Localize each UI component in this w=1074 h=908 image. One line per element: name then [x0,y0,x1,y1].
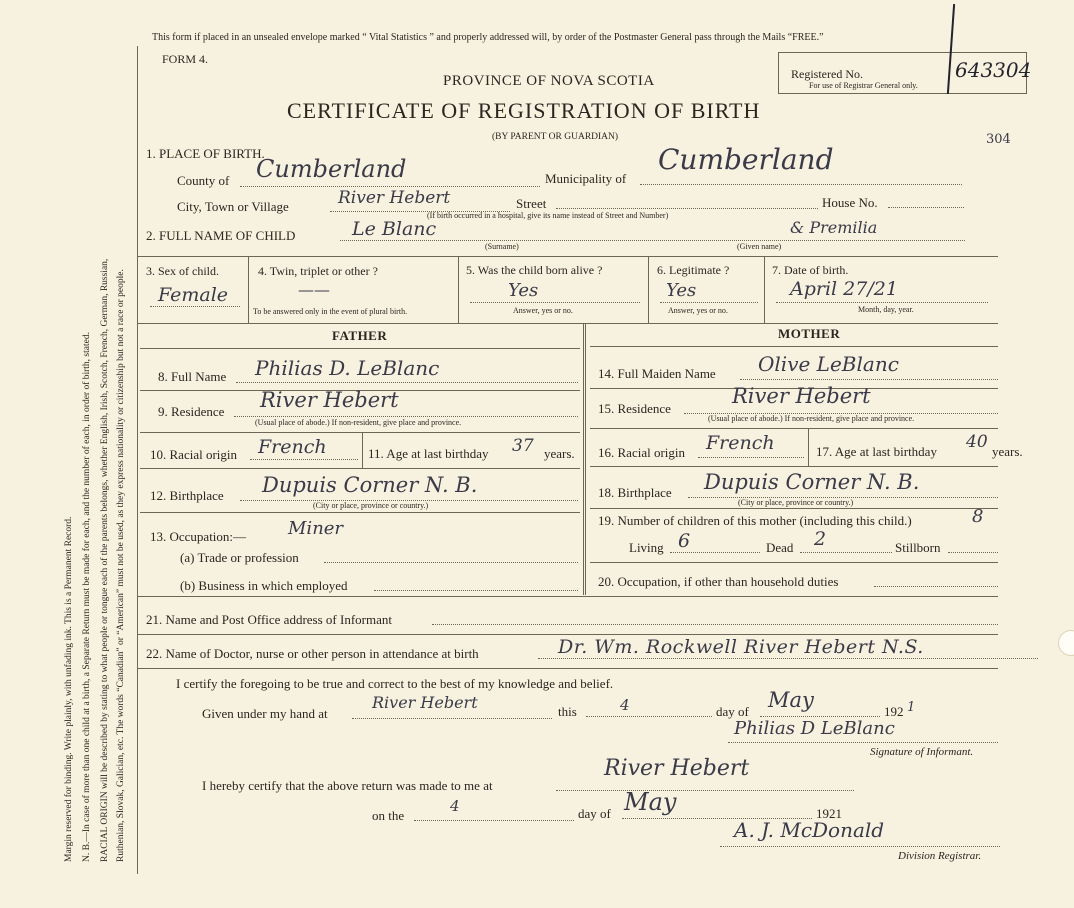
row3-bottom-rule [137,323,998,324]
father-racial-origin-value: French [258,436,327,458]
certificate-subtitle: (BY PARENT OR GUARDIAN) [492,132,619,142]
mother-row-rule-3 [590,466,998,467]
date-of-birth-value: April 27/21 [790,278,898,300]
father-name-label: 8. Full Name [158,369,227,384]
father-residence-line [234,416,578,417]
date-of-birth-note: Month, day, year. [858,305,914,314]
mother-age-label: 17. Age at last birthday [816,444,937,459]
child-name-label: 2. FULL NAME OF CHILD [146,228,296,243]
place-of-birth-heading: 1. PLACE OF BIRTH. [146,146,265,161]
municipality-value: Cumberland [658,143,834,176]
certificate-title: CERTIFICATE OF REGISTRATION OF BIRTH [287,98,761,123]
doctor-value: Dr. Wm. Rockwell River Hebert N.S. [558,636,924,658]
registrar-place-line [556,790,854,791]
father-racial-origin-label: 10. Racial origin [150,447,238,462]
dead-label: Dead [766,540,794,555]
doctor-line [538,658,1038,659]
informant-signature-line [728,742,998,743]
business-label: (b) Business in which employed [180,578,348,593]
living-value: 6 [678,530,691,552]
row3-divider-1 [248,256,249,323]
legitimate-value: Yes [666,280,697,301]
alive-line [470,302,640,303]
stillborn-label: Stillborn [895,540,941,555]
city-value: River Hebert [338,188,451,208]
binder-hole [1058,630,1074,656]
row3-divider-2 [458,256,459,323]
sex-value: Female [158,284,229,306]
given-under-hand-label: Given under my hand at [202,706,328,721]
trade-line [324,562,578,563]
twin-label: 4. Twin, triplet or other ? [258,264,378,278]
informant-signature: Philias D LeBlanc [734,718,895,739]
mother-name-label: 14. Full Maiden Name [598,366,716,381]
date-of-birth-label: 7. Date of birth. [772,263,849,277]
sex-label: 3. Sex of child. [146,264,219,278]
twin-value: —— [298,280,330,299]
registered-label: Registered No. [791,67,863,81]
business-line [374,590,578,591]
informant-signature-caption: Signature of Informant. [870,746,974,758]
mother-heading: MOTHER [778,326,841,341]
certify-day-line [586,716,712,717]
municipality-label: Municipality of [545,171,627,186]
certify-day-of-label: day of [716,704,749,719]
informant-label: 21. Name and Post Office address of Informant [146,612,392,627]
mother-residence-value: River Hebert [732,384,871,408]
registrar-on-the-label: on the [372,808,405,823]
living-line [670,552,760,553]
mother-residence-note: (Usual place of abode.) If non-resident, give place and province. [708,414,915,423]
children-count-label: 19. Number of children of this mother (including this child.) [598,513,912,528]
left-frame-line [137,46,138,874]
mother-name-value: Olive LeBlanc [758,352,899,376]
street-line [556,208,818,209]
parents-bottom-rule [137,596,998,597]
registrar-signature-caption: Division Registrar. [898,850,982,862]
given-place-line [352,718,552,719]
side-note-racial-1: RACIAL ORIGIN will be described by stating to what people or tongue each of the parents belongs, whether English, Irish, Scotch, French, German, Russian, [100,258,110,862]
children-count-value: 8 [972,506,984,527]
registrar-statement: I hereby certify that the above return was made to me at [202,778,493,793]
postal-notice: This form if placed in an unsealed envelope marked “ Vital Statistics ” and properly addressed will, by order of the Postmaster General pass through the Mails “FREE.” [152,32,824,43]
registered-number-value: 643304 [955,58,1032,82]
alive-value: Yes [508,280,539,301]
dead-value: 2 [814,528,827,550]
side-note-nb: N. B.—In case of more than one child at a birth, a Separate Return must be made for each, and the number of each, in order of birth, stated. [82,332,92,862]
given-place-value: River Hebert [372,693,478,712]
father-age-value: 37 [512,436,534,456]
registrar-place-value: River Hebert [604,756,750,781]
child-given-name-value: & Premilia [790,218,878,237]
trade-label: (a) Trade or profession [180,550,299,565]
child-name-line [340,240,965,241]
mother-name-line [740,379,998,380]
alive-label: 5. Was the child born alive ? [466,263,603,277]
row3-top-rule [137,256,998,257]
mother-row-rule-4 [590,508,998,509]
legitimate-line [660,302,758,303]
mother-row-rule-5 [590,562,998,563]
father-birthplace-label: 12. Birthplace [150,488,224,503]
father-row-rule-4 [140,512,580,513]
row3-divider-3 [648,256,649,323]
child-surname-value: Le Blanc [352,218,437,240]
father-name-value: Philias D. LeBlanc [255,356,440,380]
father-occupation-value: Miner [288,518,344,539]
registrar-day-line [414,820,574,821]
hospital-note: (If birth occurred in a hospital, give its name instead of Street and Number) [427,211,669,220]
mother-age-unit: years. [992,444,1023,459]
registrar-day-value: 4 [450,797,460,815]
dead-line [800,552,892,553]
side-note-margin: Margin reserved for binding. Write plainly, with unfading ink. This is a Permanent Record. [64,516,74,862]
municipality-line [640,184,962,185]
father-row-rule-2 [140,432,580,433]
father-row-rule-3 [140,468,580,469]
father-residence-note: (Usual place of abode.) If non-resident, give place and province. [255,418,462,427]
mother-occupation-label: 20. Occupation, if other than household duties [598,574,839,589]
registrar-use-note: For use of Registrar General only. [809,81,918,90]
mother-row-rule-2 [590,428,998,429]
mother-race-age-divider [808,428,809,466]
county-line [240,186,540,187]
given-name-note: (Given name) [737,242,782,251]
side-note-racial-2: Ruthenian, Slovak, Galician, etc. The words “Canadian” or “American” must not be used, as they express nationality or citizenship but not a race or people. [116,269,126,862]
father-birthplace-value: Dupuis Corner N. B. [262,473,478,497]
legitimate-note: Answer, yes or no. [668,306,728,315]
mother-racial-origin-line [698,457,804,458]
county-value: Cumberland [256,155,407,183]
sex-line [150,306,240,307]
province-heading: PROVINCE OF NOVA SCOTIA [443,73,655,89]
doctor-bottom-rule [137,668,998,669]
father-name-line [236,382,578,383]
city-label: City, Town or Village [177,199,289,214]
living-label: Living [629,540,664,555]
father-heading: FATHER [332,328,388,343]
father-age-label: 11. Age at last birthday [368,446,489,461]
father-birthplace-note: (City or place, province or country.) [313,501,429,510]
father-racial-origin-line [250,459,358,460]
informant-bottom-rule [137,634,998,635]
informant-line [432,624,998,625]
father-race-age-divider [362,432,363,468]
mother-birthplace-note: (City or place, province or country.) [738,498,854,507]
certify-year-value: 1 [907,700,916,715]
mother-racial-origin-value: French [706,432,775,454]
doctor-label: 22. Name of Doctor, nurse or other person in attendance at birth [146,646,479,661]
house-no-label: House No. [822,195,878,210]
parents-column-divider [583,323,586,595]
mother-age-value: 40 [966,432,988,452]
form-number: FORM 4. [162,52,209,66]
mother-birthplace-value: Dupuis Corner N. B. [704,470,920,494]
certify-month-line [760,716,880,717]
registrar-month-value: May [624,788,677,816]
registrar-year: 1921 [816,806,842,821]
house-no-line [888,207,964,208]
street-label: Street [516,196,547,211]
registrar-day-of-label: day of [578,806,611,821]
mother-occupation-line [874,586,998,587]
mother-birthplace-label: 18. Birthplace [598,485,672,500]
certify-statement: I certify the foregoing to be true and correct to the best of my knowledge and belief. [176,676,614,691]
certify-day-value: 4 [620,696,630,714]
mother-residence-label: 15. Residence [598,401,671,416]
father-heading-rule [140,348,580,349]
date-of-birth-line [776,302,988,303]
registrar-signature-line [720,846,1000,847]
certify-month-value: May [768,688,814,712]
mother-heading-rule [590,346,998,347]
father-residence-value: River Hebert [260,388,399,412]
father-residence-label: 9. Residence [158,404,225,419]
father-occupation-label: 13. Occupation:— [150,529,247,544]
county-label: County of [177,173,230,188]
surname-note: (Surname) [485,242,519,251]
corner-number: 304 [986,132,1011,147]
father-age-unit: years. [544,446,575,461]
mother-racial-origin-label: 16. Racial origin [598,445,686,460]
twin-note: To be answered only in the event of plural birth. [253,307,408,316]
alive-note: Answer, yes or no. [513,306,573,315]
certify-year-label: 192 [884,704,904,719]
legitimate-label: 6. Legitimate ? [657,263,730,277]
stillborn-line [948,552,998,553]
registrar-signature: A. J. McDonald [734,818,885,842]
certify-this-label: this [558,704,577,719]
row3-divider-4 [764,256,765,323]
